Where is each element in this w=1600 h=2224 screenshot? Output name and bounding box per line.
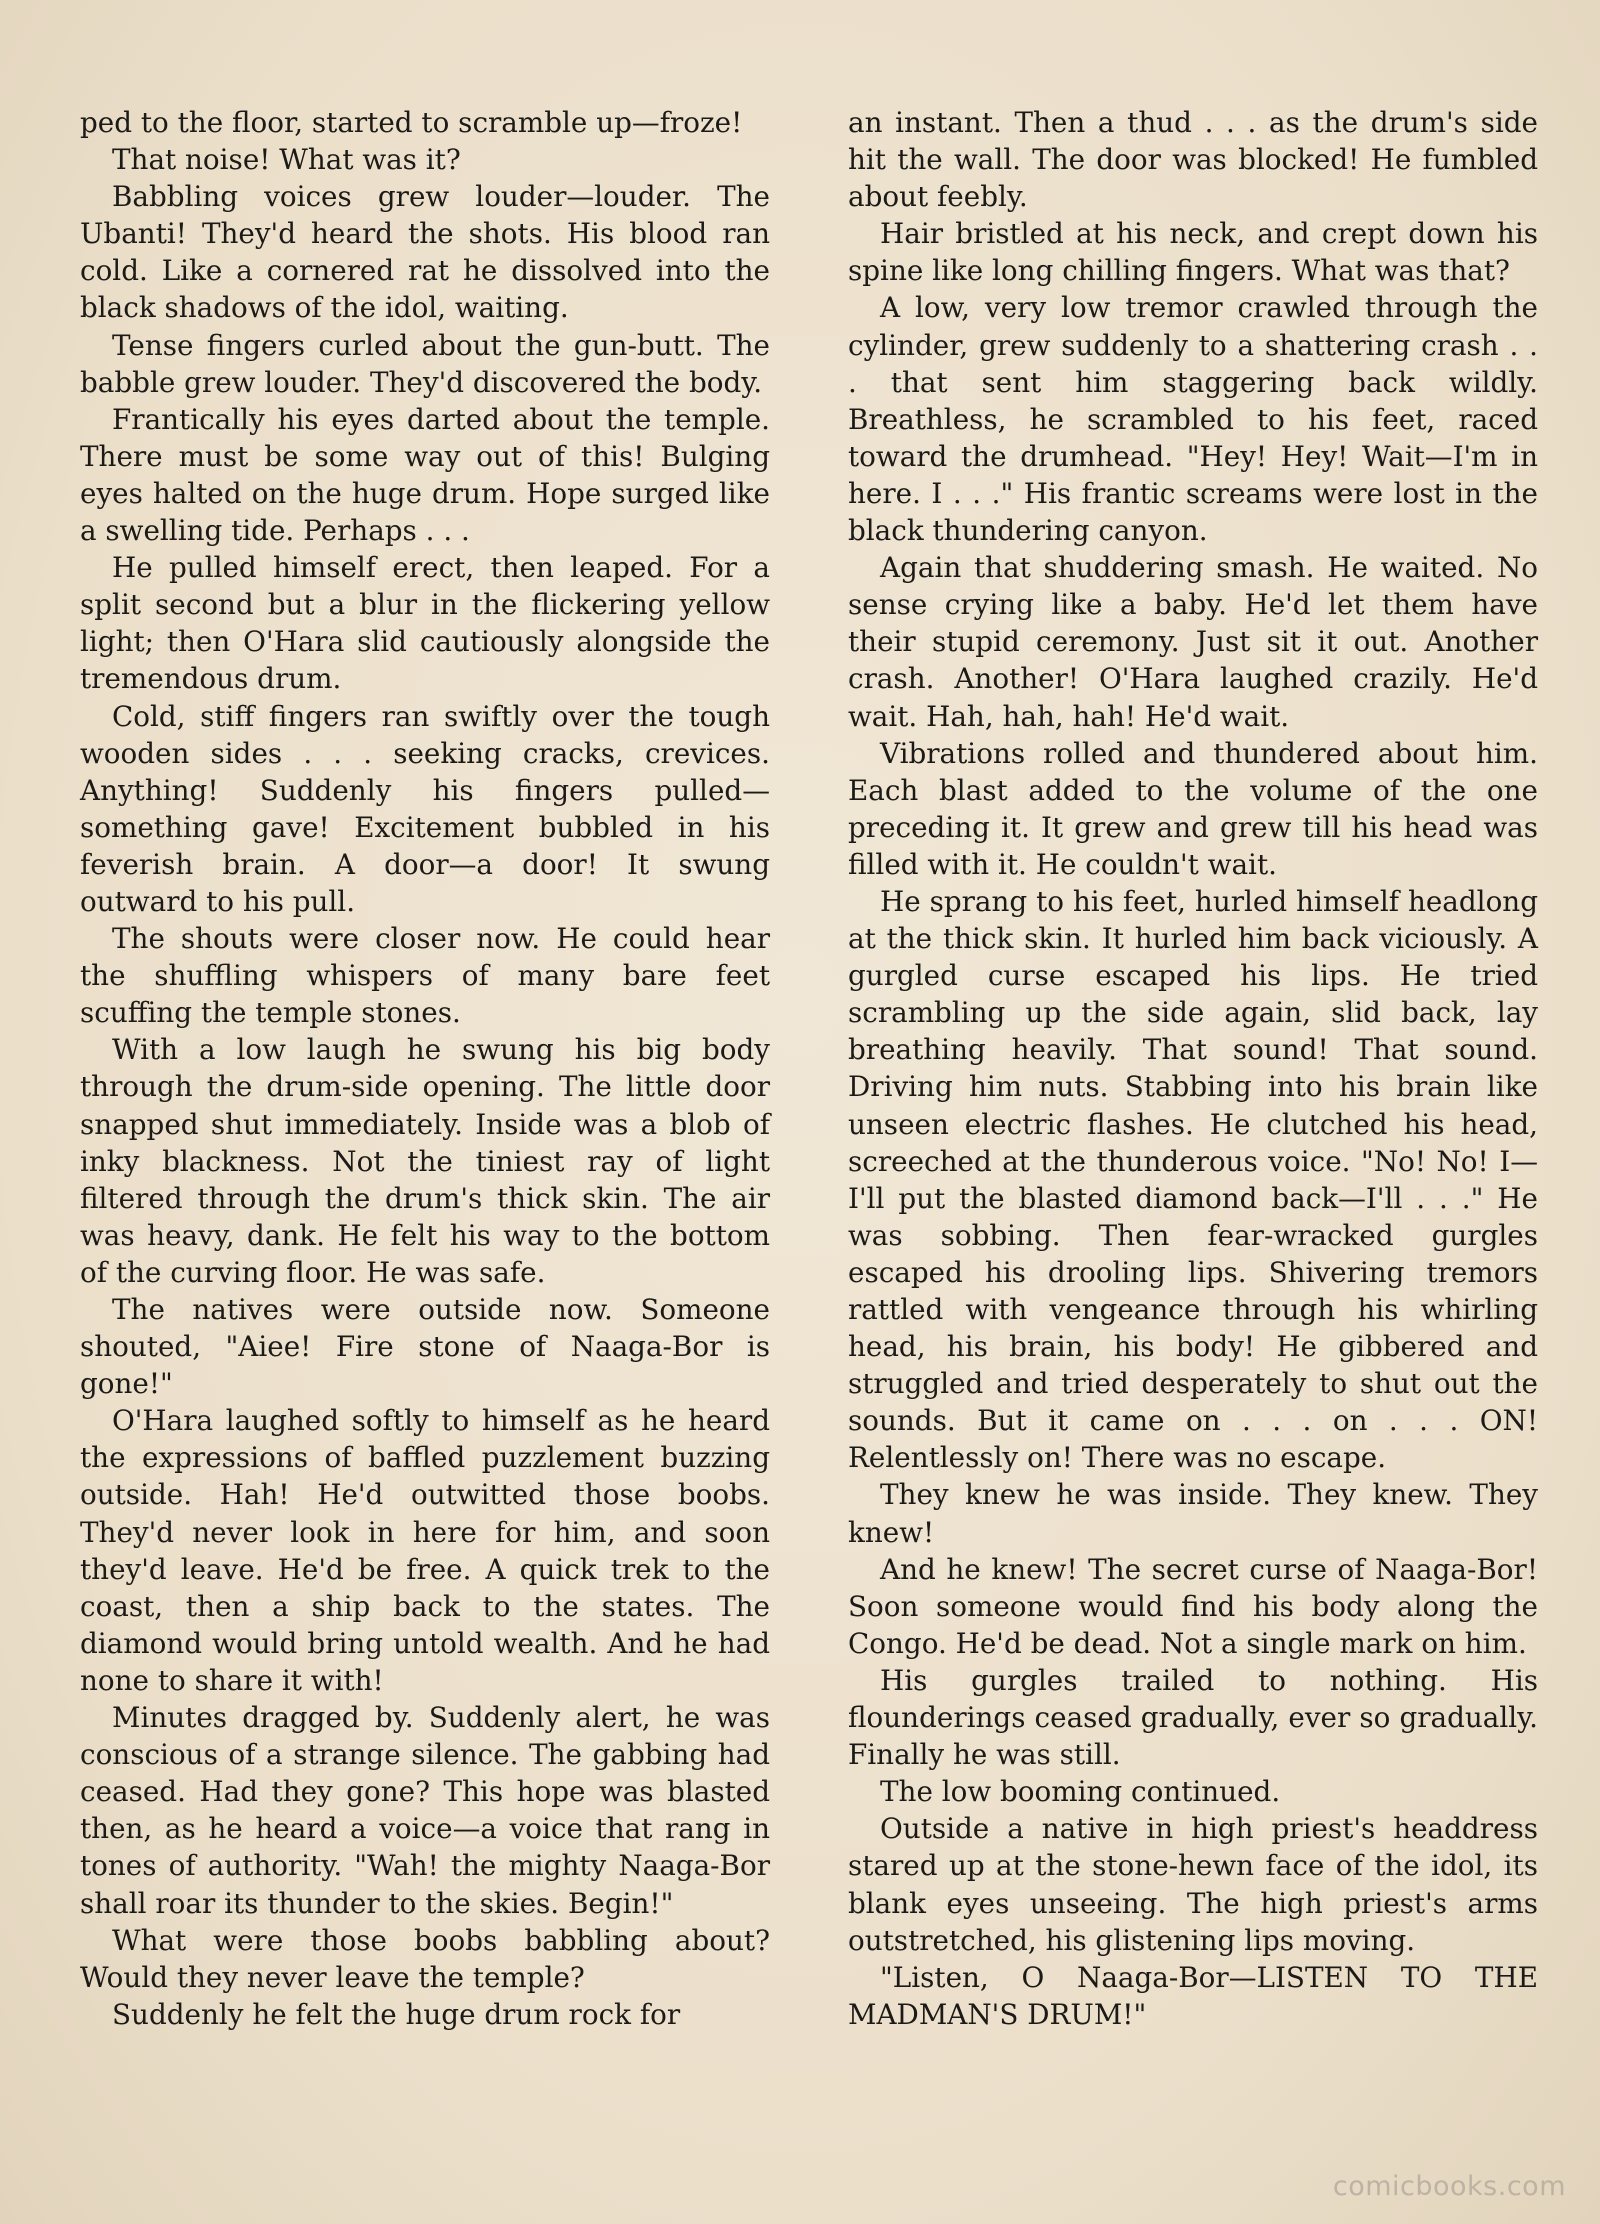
paragraph: He sprang to his feet, hurled himself headlong at the thick skin. It hurled him back viciously. A gurgled curse escaped his lips. He tried scrambling up the side again, slid back, lay breathing heavily. That sound! That sound. Driving him nuts. Stabbing into his brain like unseen electric flashes. He clutched his head, screeched at the thunderous voice. "No! No! I—I'll put the blasted diamond back—I'll . . ." He was sobbing. Then fear-wracked gurgles escaped his drooling lips. Shivering tremors rattled with vengeance through his whirling head, his brain, his body! He gibbered and struggled and tried desperately to shut out the sounds. But it came on . . . on . . . ON! Relentlessly on! There was no escape.	[848, 884, 1538, 1475]
paragraph: Tense fingers curled about the gun-butt. The babble grew louder. They'd discovered the body.	[80, 328, 770, 399]
paragraph: His gurgles trailed to nothing. His flounderings ceased gradually, ever so gradually. Finally he was still.	[848, 1663, 1538, 1772]
paragraph: What were those boobs babbling about? Would they never leave the temple?	[80, 1923, 770, 1994]
paragraph: Again that shuddering smash. He waited. No sense crying like a baby. He'd let them have their stupid ceremony. Just sit it out. Another crash. Another! O'Hara laughed crazily. He'd wait. Hah, hah, hah! He'd wait.	[848, 551, 1538, 733]
paragraph: Babbling voices grew louder—louder. The Ubanti! They'd heard the shots. His blood ran cold. Like a cornered rat he dissolved into the black shadows of the idol, waiting.	[80, 180, 770, 325]
paragraph: They knew he was inside. They knew. They knew!	[848, 1478, 1538, 1549]
paragraph: The low booming continued.	[880, 1775, 1281, 1809]
text-column-left	[80, 104, 770, 2033]
paragraph: Vibrations rolled and thundered about him. Each blast added to the volume of the one preceding it. It grew and grew till his head was filled with it. He couldn't wait.	[848, 736, 1538, 881]
paragraph: "Listen, O Naaga-Bor—LISTEN TO THE MADMAN'S DRUM!"	[848, 1960, 1538, 2031]
paragraph: Frantically his eyes darted about the temple. There must be some way out of this! Bulging eyes halted on the huge drum. Hope surged like a swelling tide. Perhaps . . .	[80, 402, 770, 548]
paragraph: an instant. Then a thud . . . as the drum's side hit the wall. The door was blocked! He fumbled about feebly.	[848, 106, 1538, 214]
paragraph: ped to the floor, started to scramble up—froze!	[80, 106, 743, 139]
paragraph: The shouts were closer now. He could hear the shuffling whispers of many bare feet scuffing the temple stones.	[80, 922, 770, 1030]
paragraph: He pulled himself erect, then leaped. For a split second but a blur in the flickering yellow light; then O'Hara slid cautiously alongside the tremendous drum.	[80, 551, 770, 696]
paragraph: That noise! What was it?	[112, 143, 461, 177]
paragraph: Suddenly he felt the huge drum rock for	[112, 1997, 681, 2031]
paragraph: Cold, stiff fingers ran swiftly over the tough wooden sides . . . seeking cracks, crevices. Anything! Suddenly his fingers pulled—something gave! Excitement bubbled in his feverish brain. A door—a door! It swung outward to his pull.	[80, 699, 770, 918]
text-column-right	[848, 104, 1538, 2033]
paragraph: O'Hara laughed softly to himself as he heard the expressions of baffled puzzlement buzzing outside. Hah! He'd outwitted those boobs. They'd never look in here for him, and soon they'd leave. He'd be free. A quick trek to the coast, then a ship back to the states. The diamond would bring untold wealth. And he had none to share it with!	[80, 1404, 770, 1697]
paragraph: With a low laugh he swung his big body through the drum-side opening. The little door snapped shut immediately. Inside was a blob of inky blackness. Not the tiniest ray of light filtered through the drum's thick skin. The air was heavy, dank. He felt his way to the bottom of the curving floor. He was safe.	[80, 1033, 770, 1289]
paragraph: Outside a native in high priest's headdress stared up at the stone-hewn face of the idol, its blank eyes unseeing. The high priest's arms outstretched, his glistening lips moving.	[848, 1812, 1538, 1957]
site-watermark: comicbooks.com	[1332, 2171, 1566, 2202]
paragraph: Hair bristled at his neck, and crept down his spine like long chilling fingers. What was that?	[848, 217, 1538, 288]
paragraph: The natives were outside now. Someone shouted, "Aiee! Fire stone of Naaga-Bor is gone!"	[80, 1293, 770, 1401]
paragraph: And he knew! The secret curse of Naaga-Bor! Soon someone would find his body along the Congo. He'd be dead. Not a single mark on him.	[848, 1552, 1538, 1660]
paragraph: Minutes dragged by. Suddenly alert, he was conscious of a strange silence. The gabbing had ceased. Had they gone? This hope was blasted then, as he heard a voice—a voice that rang in tones of authority. "Wah! the mighty Naaga-Bor shall roar its thunder to the skies. Begin!"	[80, 1701, 770, 1920]
paragraph: A low, very low tremor crawled through the cylinder, grew suddenly to a shattering crash . . . that sent him staggering back wildly. Breathless, he scrambled to his feet, raced toward the drumhead. "Hey! Hey! Wait—I'm in here. I . . ." His frantic screams were lost in the black thundering canyon.	[848, 291, 1538, 548]
